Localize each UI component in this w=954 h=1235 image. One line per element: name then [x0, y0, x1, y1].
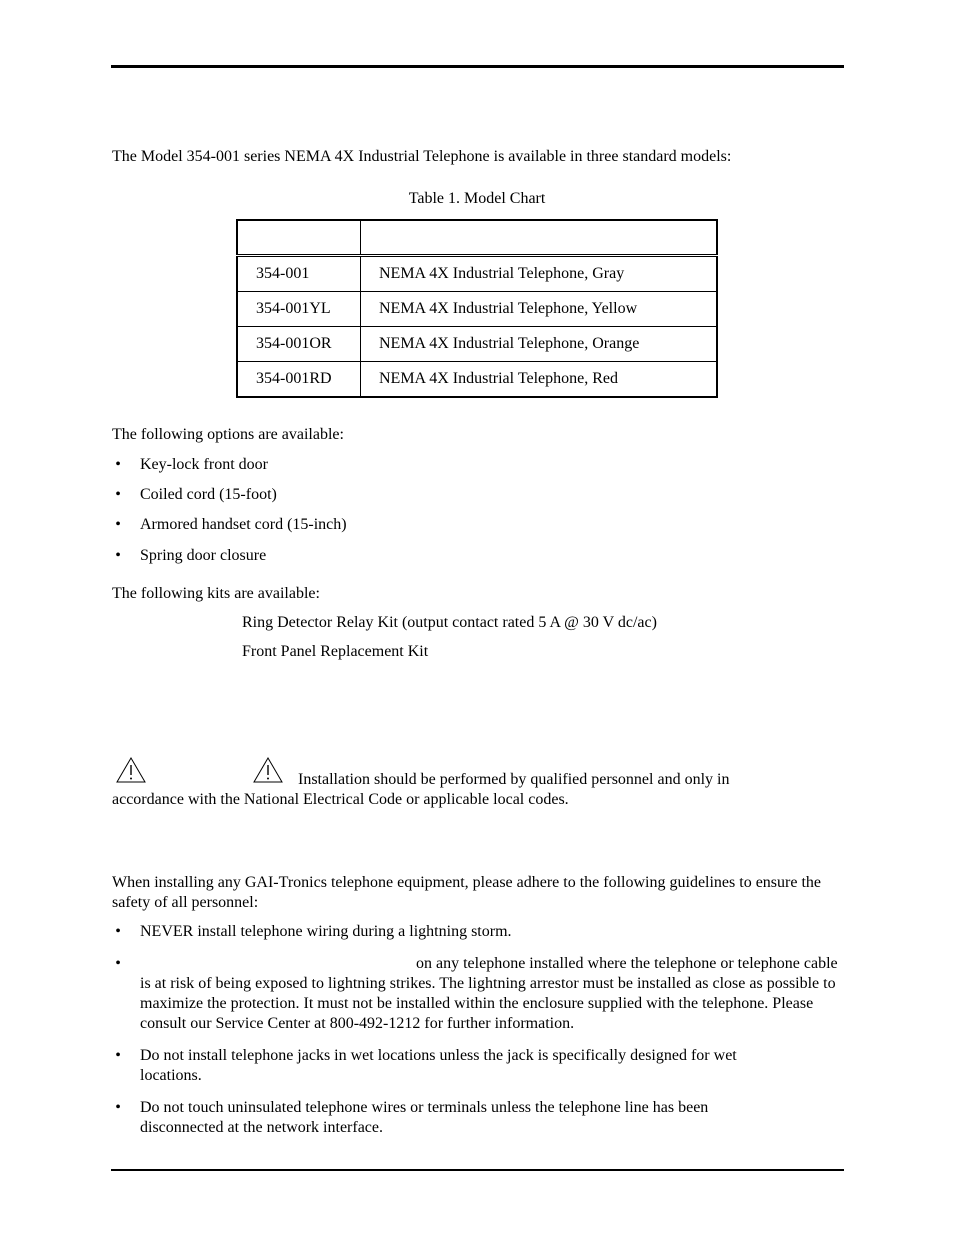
- guidelines-intro: When installing any GAI-Tronics telephone equipment, please adhere to the following guidelines to ensure the safety of all personnel:: [112, 874, 822, 911]
- warning-text-line2: accordance with the National Electrical Code or applicable local codes.: [112, 791, 569, 808]
- description-cell: NEMA 4X Industrial Telephone, Gray: [361, 256, 718, 292]
- intro-paragraph: The Model 354-001 series NEMA 4X Industrial Telephone is available in three standard models:: [112, 148, 732, 165]
- list-item: • Key-lock front door: [112, 455, 844, 475]
- warning-triangle-icon: [253, 757, 283, 783]
- bullet-icon: •: [115, 547, 121, 564]
- model-chart-table: [236, 219, 718, 398]
- bullet-icon: •: [115, 486, 121, 503]
- table-row: [237, 292, 717, 327]
- table-row: [237, 256, 717, 292]
- table-row: [237, 362, 717, 398]
- bullet-icon: •: [115, 456, 121, 473]
- model-number-cell: 354-001RD: [237, 362, 361, 398]
- warning-text-line1: Installation should be performed by qualified personnel and only in: [298, 771, 730, 788]
- header-rule: [111, 65, 844, 68]
- kit-item: Ring Detector Relay Kit (output contact rated 5 A @ 30 V dc/ac): [242, 614, 657, 631]
- bullet-icon: •: [115, 516, 121, 533]
- model-number-cell: 354-001OR: [237, 327, 361, 362]
- list-item: • Spring door closure: [112, 546, 844, 566]
- list-item: • Armored handset cord (15-inch): [112, 515, 844, 535]
- model-number-cell: 354-001YL: [237, 292, 361, 327]
- description-cell: NEMA 4X Industrial Telephone, Orange: [361, 327, 718, 362]
- list-item: • Coiled cord (15-foot): [112, 485, 844, 505]
- kits-intro: The following kits are available:: [112, 585, 320, 602]
- footer-rule: [111, 1169, 844, 1171]
- table-header-description: [361, 220, 718, 256]
- options-intro: The following options are available:: [112, 426, 344, 443]
- list-item: • Do not touch uninsulated telephone wires or terminals unless the telephone line has been disconnected at the network interface.: [112, 1098, 844, 1138]
- list-item: • on any telephone installed where the telephone or telephone cable is at risk of being exposed to lightning strikes. The lightning arrestor must be installed as close as possible to maximize the protection. It must not be installed within the enclosure supplied with the telephone. Please consult our Service Center at 800-492-1212 for further information.: [112, 954, 844, 1034]
- description-cell: NEMA 4X Industrial Telephone, Red: [361, 362, 718, 398]
- bullet-icon: •: [115, 955, 121, 972]
- bullet-icon: •: [115, 1047, 121, 1064]
- guidelines-list: [112, 922, 844, 1138]
- kit-item: Front Panel Replacement Kit: [242, 643, 429, 660]
- table-header-model: [237, 220, 361, 256]
- description-cell: NEMA 4X Industrial Telephone, Yellow: [361, 292, 718, 327]
- bullet-icon: •: [115, 923, 121, 940]
- table-header-row: [237, 220, 717, 256]
- list-item: • Do not install telephone jacks in wet locations unless the jack is specifically designed for wet locations.: [112, 1046, 844, 1086]
- warning-triangle-icon: [116, 757, 146, 783]
- table-caption: Table 1. Model Chart: [408, 190, 546, 207]
- list-item: • NEVER install telephone wiring during a lightning storm.: [112, 922, 844, 942]
- model-number-cell: 354-001: [237, 256, 361, 292]
- bullet-icon: •: [115, 1099, 121, 1116]
- options-list: [112, 455, 844, 566]
- table-row: [237, 327, 717, 362]
